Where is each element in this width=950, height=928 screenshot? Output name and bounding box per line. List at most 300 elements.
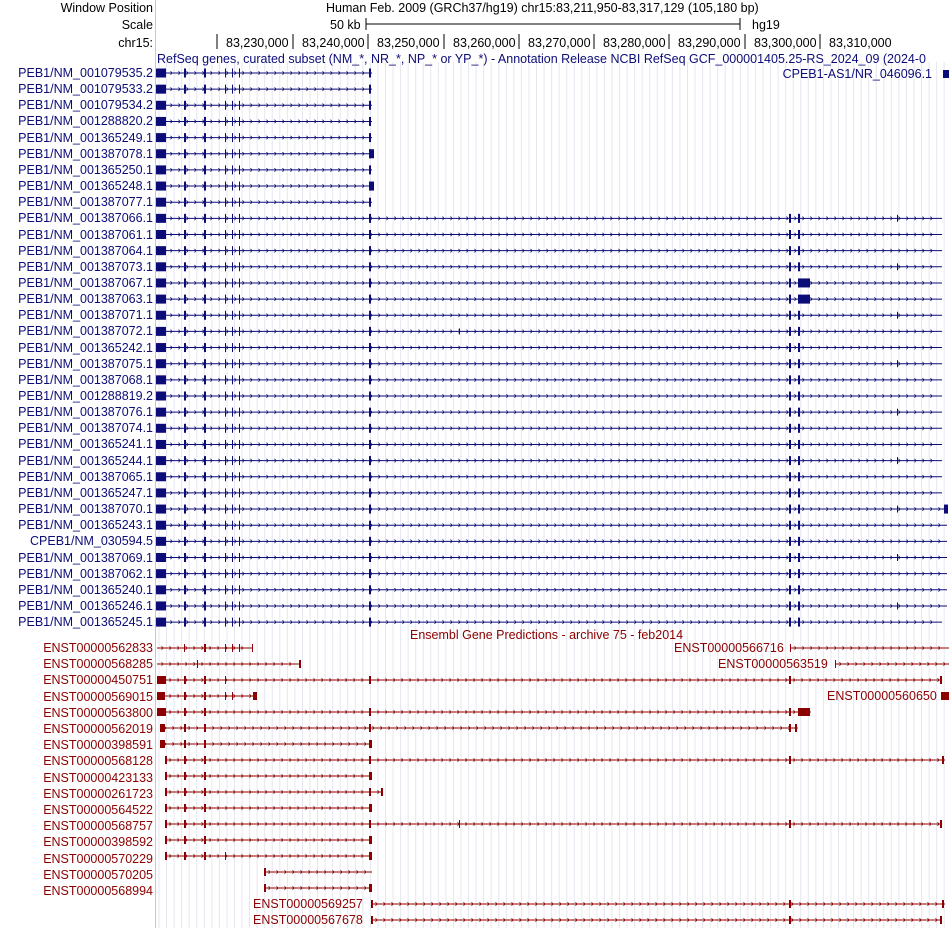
refseq-transcript-label[interactable]: PEB1/NM_001079535.2 — [18, 66, 153, 80]
refseq-transcript-label[interactable]: PEB1/NM_001387065.1 — [18, 469, 153, 484]
ensembl-transcript-label[interactable]: ENST00000398592 — [43, 835, 153, 850]
window-position-value: Human Feb. 2009 (GRCh37/hg19) chr15:83,211,950-83,317,129 (105,180 bp) — [326, 1, 759, 15]
exon-block — [204, 724, 206, 732]
exon-block — [232, 149, 233, 158]
exon-block — [232, 214, 233, 223]
exon-block — [369, 278, 371, 287]
exon-block — [225, 408, 226, 417]
exon-block — [369, 884, 372, 892]
exon-block — [369, 521, 371, 530]
exon-block — [232, 424, 233, 433]
exon-block — [232, 262, 233, 271]
exon-block — [897, 506, 898, 513]
exon-block — [369, 408, 371, 417]
exon-block — [156, 618, 166, 627]
exon-block — [369, 85, 371, 94]
exon-block — [225, 359, 226, 368]
ruler-tick-label: 83,230,000 — [226, 36, 289, 50]
exon-block — [204, 101, 206, 110]
exon-block — [204, 392, 206, 401]
exon-block — [156, 424, 166, 433]
exon-block — [184, 343, 186, 352]
refseq-transcript-label[interactable]: PEB1/NM_001288819.2 — [18, 389, 153, 403]
chromosome-label: chr15: — [118, 36, 153, 50]
exon-block — [798, 359, 800, 368]
exon-block — [369, 724, 371, 732]
ensembl-transcript-label[interactable]: ENST00000261723 — [43, 786, 153, 801]
exon-block — [204, 852, 206, 860]
exon-block — [789, 375, 791, 384]
exon-block — [798, 585, 800, 594]
exon-block — [239, 85, 240, 94]
ruler-tick-label: 83,300,000 — [754, 36, 817, 50]
exon-block — [225, 343, 226, 352]
exon-block — [239, 149, 240, 158]
exon-block — [795, 724, 797, 732]
ensembl-inline-label[interactable]: ENST00000560650 — [827, 689, 937, 703]
exon-block — [184, 230, 186, 239]
refseq-transcript-label[interactable]: PEB1/NM_001387075.1 — [18, 356, 153, 371]
scale-label: Scale — [121, 18, 153, 32]
refseq-transcript-label[interactable]: PEB1/NM_001387066.1 — [18, 211, 153, 226]
exon-block — [156, 440, 166, 449]
exon-block — [204, 295, 206, 304]
exon-block — [225, 852, 226, 860]
ensembl-transcript-label[interactable]: ENST00000570205 — [43, 867, 153, 882]
exon-block — [239, 424, 240, 433]
exon-block — [165, 836, 167, 844]
exon-block — [789, 230, 791, 239]
exon-block — [232, 375, 233, 384]
exon-block — [204, 327, 206, 336]
exon-block — [184, 101, 186, 110]
exon-block — [225, 149, 226, 158]
exon-block — [156, 392, 166, 401]
exon-block — [789, 585, 791, 594]
exon-block — [369, 618, 371, 627]
exon-block — [232, 359, 233, 368]
refseq-transcript-label[interactable]: CPEB1/NM_030594.5 — [30, 534, 153, 549]
ensembl-transcript-label[interactable]: ENST00000568994 — [43, 884, 153, 898]
exon-block — [232, 117, 233, 126]
ensembl-transcript-label[interactable]: ENST00000570229 — [43, 851, 153, 866]
exon-block — [184, 585, 186, 594]
exon-block — [156, 69, 166, 78]
refseq-transcript-label[interactable]: PEB1/NM_001387076.1 — [18, 405, 153, 420]
exon-block — [369, 440, 371, 449]
refseq-transcript-label[interactable]: PEB1/NM_001079533.2 — [18, 82, 153, 97]
exon-block — [789, 521, 791, 530]
refseq-transcript-label[interactable]: PEB1/NM_001387061.1 — [18, 227, 153, 242]
exon-block — [225, 440, 226, 449]
exon-block — [232, 537, 233, 546]
exon-block — [789, 916, 791, 924]
refseq-transcript-label[interactable]: PEB1/NM_001365243.1 — [18, 518, 153, 533]
exon-block — [789, 278, 791, 287]
refseq-transcript-label[interactable]: PEB1/NM_001365250.1 — [18, 162, 153, 177]
exon-block — [184, 295, 186, 304]
exon-block — [204, 440, 206, 449]
exon-block — [156, 149, 166, 158]
exon-block — [232, 230, 233, 239]
exon-block — [369, 69, 371, 78]
exon-block — [204, 537, 206, 546]
ensembl-inline-label[interactable]: ENST00000566716 — [674, 641, 784, 655]
refseq-transcript-label[interactable]: PEB1/NM_001365247.1 — [18, 485, 153, 500]
exon-block — [165, 772, 167, 780]
exon-block — [369, 149, 374, 158]
ruler-tick-label: 83,290,000 — [678, 36, 741, 50]
exon-block — [184, 408, 186, 417]
refseq-transcript-label[interactable]: PEB1/NM_001079534.2 — [18, 98, 153, 113]
scale-assembly: hg19 — [752, 18, 780, 32]
exon-block — [156, 165, 166, 174]
exon-block — [156, 230, 166, 239]
ruler-tick-label: 83,280,000 — [603, 36, 666, 50]
exon-block — [184, 214, 186, 223]
exon-block — [942, 756, 944, 764]
exon-block — [184, 553, 186, 562]
exon-block — [225, 537, 226, 546]
exon-block — [204, 676, 206, 684]
exon-block — [789, 756, 791, 764]
exon-block — [157, 692, 165, 700]
refseq-transcript-label[interactable]: PEB1/NM_001365246.1 — [18, 598, 153, 613]
ensembl-transcript-label[interactable]: ENST00000568757 — [43, 819, 153, 834]
exon-block — [798, 537, 800, 546]
exon-block — [369, 375, 371, 384]
exon-block — [239, 537, 240, 546]
ensembl-transcript-label[interactable]: ENST00000569015 — [43, 689, 153, 704]
exon-block — [369, 311, 371, 320]
exon-block — [790, 644, 791, 652]
ruler-tick-label: 83,310,000 — [829, 36, 892, 50]
exon-block — [789, 408, 791, 417]
exon-block — [369, 359, 371, 368]
exon-block — [232, 456, 233, 465]
exon-block — [156, 343, 166, 352]
refseq-transcript-label[interactable]: PEB1/NM_001387074.1 — [18, 421, 153, 436]
refseq-transcript-label[interactable]: PEB1/NM_001365249.1 — [18, 130, 153, 145]
exon-block — [204, 69, 206, 78]
ensembl-track-title[interactable]: Ensembl Gene Predictions - archive 75 - feb2014 — [410, 628, 684, 642]
exon-block — [239, 327, 240, 336]
ensembl-transcript-label[interactable]: ENST00000398591 — [43, 738, 153, 753]
exon-block — [184, 505, 186, 514]
exon-block — [156, 262, 166, 271]
exon-block — [156, 585, 166, 594]
exon-block — [369, 788, 371, 796]
exon-block — [232, 246, 233, 255]
exon-block — [789, 456, 791, 465]
exon-block — [798, 327, 800, 336]
exon-block — [369, 537, 371, 546]
exon-block — [232, 644, 233, 652]
exon-block — [156, 569, 166, 578]
refseq-transcript-label[interactable]: PEB1/NM_001387069.1 — [18, 550, 153, 565]
refseq-transcript-label[interactable]: PEB1/NM_001387068.1 — [18, 372, 153, 387]
exon-block — [165, 820, 167, 828]
exon-block — [184, 724, 186, 732]
exon-block — [789, 676, 791, 684]
exon-block — [225, 295, 226, 304]
exon-block — [369, 585, 371, 594]
exon-block — [232, 295, 233, 304]
exon-block — [204, 601, 206, 610]
exon-block — [232, 692, 233, 700]
exon-block — [165, 756, 167, 764]
exon-block — [789, 359, 791, 368]
refseq-transcript-label[interactable]: PEB1/NM_001387071.1 — [18, 308, 153, 323]
refseq-transcript-label[interactable]: PEB1/NM_001387073.1 — [18, 259, 153, 274]
exon-block — [789, 724, 791, 732]
refseq-transcript-label[interactable]: PEB1/NM_001365242.1 — [18, 340, 153, 355]
refseq-transcript-label[interactable]: PEB1/NM_001365241.1 — [18, 437, 153, 452]
exon-block — [204, 788, 206, 796]
exon-block — [204, 521, 206, 530]
exon-block — [184, 852, 186, 860]
exon-block — [239, 69, 240, 78]
exon-block — [940, 676, 942, 684]
exon-block — [225, 165, 226, 174]
exon-block — [156, 246, 166, 255]
exon-block — [798, 521, 800, 530]
exon-block — [184, 392, 186, 401]
exon-block — [184, 69, 186, 78]
exon-block — [204, 692, 206, 700]
exon-block — [232, 569, 233, 578]
exon-block — [225, 230, 226, 239]
exon-block — [369, 740, 372, 748]
exon-block — [204, 117, 206, 126]
exon-block — [225, 85, 226, 94]
exon-block — [156, 537, 166, 546]
exon-block — [239, 472, 240, 481]
refseq-transcript-label[interactable]: PEB1/NM_001288820.2 — [18, 114, 153, 129]
exon-block — [156, 359, 166, 368]
ensembl-transcript-label[interactable]: ENST00000423133 — [43, 770, 153, 785]
exon-block — [239, 505, 240, 514]
exon-block — [225, 246, 226, 255]
exon-block — [789, 708, 791, 716]
refseq-transcript-label[interactable]: PEB1/NM_001387063.1 — [18, 292, 153, 307]
exon-block — [369, 456, 371, 465]
refseq-transcript-label[interactable]: PEB1/NM_001387062.1 — [18, 566, 153, 581]
exon-block — [184, 788, 186, 796]
exon-block — [798, 262, 800, 271]
exon-block — [239, 246, 240, 255]
exon-block — [204, 756, 206, 764]
ruler-tick-label: 83,270,000 — [528, 36, 591, 50]
exon-block — [156, 375, 166, 384]
exon-block — [225, 472, 226, 481]
exon-block — [184, 359, 186, 368]
exon-block — [184, 262, 186, 271]
exon-block — [897, 215, 898, 222]
exon-block — [239, 521, 240, 530]
exon-block — [184, 644, 185, 652]
refseq-transcript-label[interactable]: PEB1/NM_001365248.1 — [18, 179, 153, 194]
exon-block — [789, 488, 791, 497]
ruler-tick-label: 83,250,000 — [377, 36, 440, 50]
exon-block — [369, 708, 371, 716]
refseq-transcript-label[interactable]: PEB1/NM_001387067.1 — [18, 275, 153, 290]
ensembl-inline-label[interactable]: ENST00000567678 — [253, 913, 363, 927]
exon-block — [184, 375, 186, 384]
exon-block — [798, 472, 800, 481]
exon-block — [160, 740, 165, 748]
exon-block — [165, 804, 167, 812]
exon-block — [798, 618, 800, 627]
exon-block — [941, 692, 949, 700]
exon-block — [232, 165, 233, 174]
exon-block — [369, 852, 372, 860]
exon-block — [369, 133, 371, 142]
exon-block — [232, 133, 233, 142]
exon-block — [944, 505, 948, 514]
exon-block — [239, 295, 240, 304]
exon-block — [798, 214, 800, 223]
exon-block — [239, 359, 240, 368]
exon-block — [239, 553, 240, 562]
exon-block — [369, 820, 371, 828]
exon-block — [156, 601, 166, 610]
exon-block — [369, 505, 371, 514]
exon-block — [232, 505, 233, 514]
exon-block — [157, 708, 166, 716]
exon-block — [940, 820, 942, 828]
exon-block — [369, 246, 371, 255]
exon-block — [789, 246, 791, 255]
ensembl-inline-label[interactable]: ENST00000563519 — [718, 657, 828, 671]
exon-block — [239, 618, 240, 627]
exon-block — [789, 214, 791, 223]
exon-block — [225, 101, 226, 110]
exon-block — [184, 756, 186, 764]
exon-block — [225, 521, 226, 530]
ensembl-transcript-label[interactable]: ENST00000568128 — [43, 754, 153, 769]
exon-block — [184, 456, 186, 465]
exon-block — [369, 836, 372, 844]
exon-block — [184, 836, 186, 844]
exon-block — [204, 230, 206, 239]
refseq-transcript-label[interactable]: PEB1/NM_001387077.1 — [18, 195, 153, 210]
refseq-track-title[interactable]: RefSeq genes, curated subset (NM_*, NR_*, NP_* or YP_*) - Annotation Release NCBI RefSeq GCF_000001405.25-RS_2024_09 (2024-0 — [157, 52, 926, 66]
exon-block — [225, 676, 226, 684]
exon-block — [239, 198, 240, 207]
ensembl-transcript-label[interactable]: ENST00000450751 — [43, 673, 153, 688]
exon-block — [225, 618, 226, 627]
exon-block — [156, 133, 166, 142]
exon-block — [369, 182, 374, 191]
ensembl-transcript-label[interactable]: ENST00000563800 — [43, 705, 153, 720]
exon-block — [184, 676, 186, 684]
exon-block — [232, 198, 233, 207]
exon-block — [184, 85, 186, 94]
exon-block — [184, 327, 186, 336]
exon-block — [184, 278, 186, 287]
exon-block — [369, 601, 371, 610]
ensembl-transcript-label[interactable]: ENST00000562019 — [43, 722, 153, 736]
exon-block — [789, 472, 791, 481]
exon-block — [225, 644, 226, 652]
exon-block — [789, 343, 791, 352]
refseq-transcript-label[interactable]: PEB1/NM_001387070.1 — [18, 502, 153, 517]
exon-block — [232, 618, 233, 627]
exon-block — [369, 553, 371, 562]
exon-block — [156, 472, 166, 481]
exon-block — [239, 456, 240, 465]
exon-block — [156, 295, 166, 304]
exon-block — [239, 601, 240, 610]
exon-block — [156, 521, 166, 530]
exon-block — [225, 278, 226, 287]
exon-block — [225, 456, 226, 465]
exon-block — [239, 392, 240, 401]
exon-block — [789, 537, 791, 546]
refseq-transcript-label[interactable]: PEB1/NM_001365244.1 — [18, 453, 153, 468]
exon-block — [204, 488, 206, 497]
exon-block — [204, 408, 206, 417]
exon-block — [369, 295, 371, 304]
exon-block — [225, 198, 226, 207]
exon-block — [239, 311, 240, 320]
exon-block — [204, 182, 206, 191]
exon-block — [798, 375, 800, 384]
exon-block — [204, 553, 206, 562]
ensembl-inline-label[interactable]: ENST00000569257 — [253, 897, 363, 911]
exon-block — [204, 149, 206, 158]
refseq-transcript-label[interactable]: PEB1/NM_001387064.1 — [18, 243, 153, 258]
ensembl-transcript-label[interactable]: ENST00000562833 — [43, 641, 153, 655]
exon-block — [789, 618, 791, 627]
exon-block — [369, 392, 371, 401]
exon-block — [225, 182, 226, 191]
exon-block — [156, 553, 166, 562]
exon-block — [239, 585, 240, 594]
exon-block — [897, 360, 898, 367]
exon-block — [239, 117, 240, 126]
exon-block — [204, 472, 206, 481]
refseq-transcript-label[interactable]: PEB1/NM_001387078.1 — [18, 146, 153, 161]
ensembl-transcript-label[interactable]: ENST00000568285 — [43, 657, 153, 672]
refseq-transcript-label[interactable]: PEB1/NM_001387072.1 — [18, 324, 153, 339]
refseq-transcript-label[interactable]: PEB1/NM_001365245.1 — [18, 615, 153, 630]
exon-block — [204, 708, 206, 716]
exon-block — [184, 424, 186, 433]
exon-block — [225, 214, 226, 223]
exon-block — [225, 553, 226, 562]
refseq-transcript-label[interactable]: PEB1/NM_001365240.1 — [18, 582, 153, 597]
exon-block — [239, 644, 240, 652]
exon-block — [253, 692, 257, 700]
refseq-right-label[interactable]: CPEB1-AS1/NR_046096.1 — [782, 67, 932, 81]
window-position-label: Window Position — [60, 1, 153, 15]
exon-block — [156, 488, 166, 497]
exon-block — [232, 585, 233, 594]
exon-block — [184, 246, 186, 255]
exon-block — [156, 327, 166, 336]
ensembl-transcript-label[interactable]: ENST00000564522 — [43, 803, 153, 817]
exon-block — [225, 601, 226, 610]
exon-block — [371, 916, 373, 924]
exon-block — [239, 375, 240, 384]
exon-block — [798, 440, 800, 449]
exon-block — [897, 457, 898, 464]
exon-block — [942, 900, 944, 908]
exon-block — [239, 262, 240, 271]
exon-block — [225, 569, 226, 578]
